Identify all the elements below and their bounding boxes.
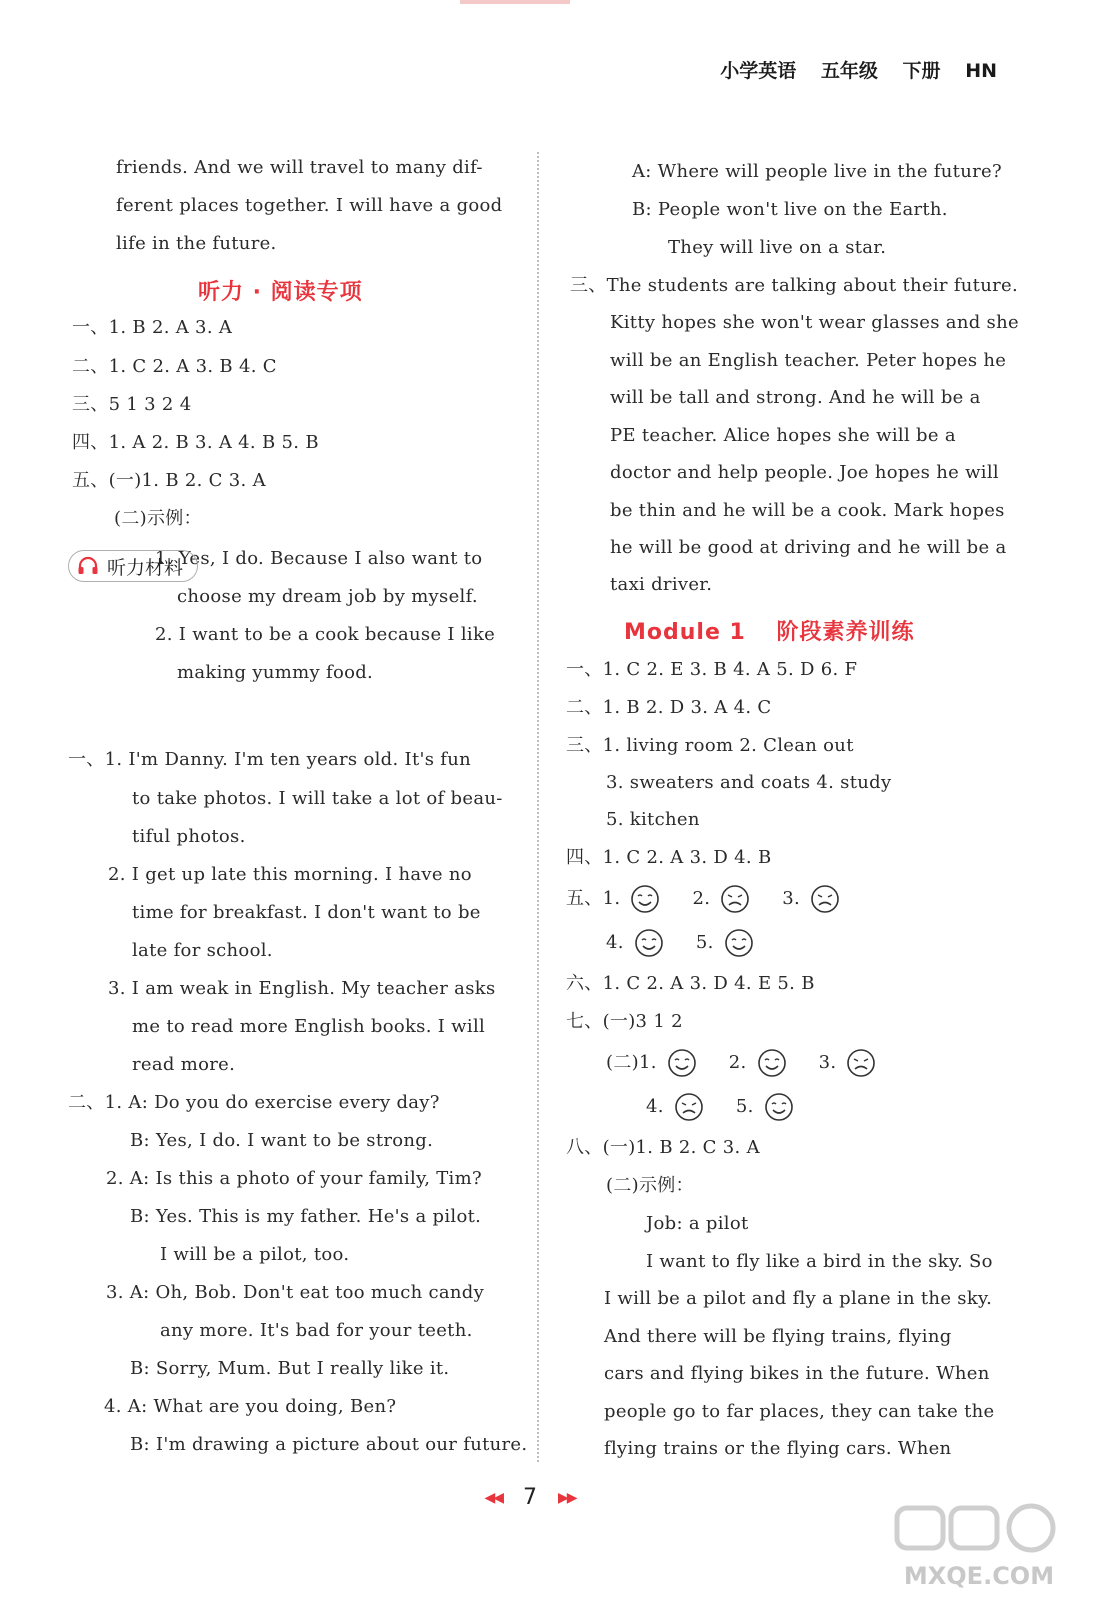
passage-line: be thin and he will be a cook. Mark hopes — [610, 500, 1005, 521]
listening-line: 2. I get up late this morning. I have no — [108, 864, 472, 885]
passage-line: Kitty hopes she won't wear glasses and she — [610, 312, 1019, 333]
listening-line: late for school. — [132, 940, 273, 961]
header-grade: 五年级 — [820, 60, 878, 82]
listening-line: B: Yes, I do. I want to be strong. — [130, 1130, 434, 1151]
passage-line: he will be good at driving and he will be a — [610, 537, 1007, 558]
face-answer-row — [606, 928, 758, 958]
face-answer-row — [646, 1092, 798, 1122]
happy-face-icon — [724, 928, 754, 958]
listening-line: tiful photos. — [132, 826, 246, 847]
essay-job: Job: a pilot — [646, 1213, 749, 1234]
happy-face-icon — [757, 1048, 787, 1078]
answer-line: 二、1. B 2. D 3. A 4. C — [566, 697, 772, 718]
answer-line: 二、1. C 2. A 3. B 4. C — [72, 356, 277, 377]
essay-line: And there will be flying trains, flying — [604, 1326, 952, 1347]
answer-line: 2. I want to be a cook because I like — [155, 624, 496, 645]
happy-face-icon — [667, 1048, 697, 1078]
listening-line: any more. It's bad for your teeth. — [160, 1320, 473, 1341]
header-edition: HN — [965, 60, 997, 82]
q7b-num: 5. — [735, 1096, 754, 1117]
sad-face-icon — [846, 1048, 876, 1078]
answer-line: 四、1. A 2. B 3. A 4. B 5. B — [72, 432, 319, 453]
page-footer — [450, 1485, 610, 1510]
intro-line: life in the future. — [116, 233, 277, 254]
sad-face-icon — [720, 884, 750, 914]
prev-arrows-icon: ◀◀ — [484, 1490, 502, 1506]
q7b-num: 3. — [818, 1052, 837, 1073]
face-answer-row — [566, 884, 844, 914]
answer-line: 3. sweaters and coats 4. study — [606, 772, 892, 793]
essay-line: people go to far places, they can take the — [604, 1401, 995, 1422]
q5-num: 2. — [692, 888, 711, 909]
q7b-label: (二)1. — [606, 1052, 657, 1073]
module-title: Module 1 — [624, 620, 746, 645]
happy-face-icon — [630, 884, 660, 914]
listening-line: time for breakfast. I don't want to be — [132, 902, 481, 923]
section-title: 听力 · 阅读专项 — [198, 280, 363, 305]
answer-line: 六、1. C 2. A 3. D 4. E 5. B — [566, 973, 815, 994]
passage-line: taxi driver. — [610, 574, 713, 595]
listening-line: 4. A: What are you doing, Ben? — [104, 1396, 397, 1417]
answer-line: 八、(一)1. B 2. C 3. A — [566, 1137, 760, 1158]
listening-label-text: 听力材料 — [107, 556, 184, 579]
answer-line: (二)示例： — [606, 1175, 694, 1196]
page-number: 7 — [523, 1485, 537, 1510]
header-subject: 小学英语 — [720, 60, 797, 82]
happy-face-icon — [764, 1092, 794, 1122]
essay-line: cars and flying bikes in the future. When — [604, 1363, 990, 1384]
dialog-line: They will live on a star. — [668, 237, 887, 258]
top-color-strip — [460, 0, 570, 4]
passage-line: will be an English teacher. Peter hopes he — [610, 350, 1007, 371]
column-divider — [537, 152, 539, 1462]
listening-line: me to read more English books. I will — [132, 1016, 486, 1037]
sad-face-icon — [674, 1092, 704, 1122]
dialog-line: B: People won't live on the Earth. — [632, 199, 948, 220]
sad-face-icon — [810, 884, 840, 914]
answer-line: 5. kitchen — [606, 809, 700, 830]
module-subtitle: 阶段素养训练 — [776, 620, 915, 645]
answer-line: 五、(一)1. B 2. C 3. A — [72, 470, 266, 491]
intro-line: friends. And we will travel to many dif- — [116, 157, 483, 178]
answer-line: choose my dream job by myself. — [177, 586, 478, 607]
listening-material-label — [68, 550, 198, 582]
essay-line: I want to fly like a bird in the sky. So — [646, 1251, 993, 1272]
listening-line: to take photos. I will take a lot of beau- — [132, 788, 503, 809]
q7b-num: 4. — [646, 1096, 664, 1117]
watermark-logo — [889, 1500, 1069, 1592]
intro-line: ferent places together. I will have a good — [116, 195, 503, 216]
next-arrows-icon: ▶▶ — [558, 1490, 576, 1506]
listening-line: B: I'm drawing a picture about our future. — [130, 1434, 528, 1455]
listening-line: 3. I am weak in English. My teacher asks — [108, 978, 496, 999]
q5-label: 五、1. — [566, 888, 621, 909]
listening-line: 一、1. I'm Danny. I'm ten years old. It's fun — [68, 749, 472, 770]
answer-line: (二)示例： — [114, 508, 202, 529]
listening-line: B: Yes. This is my father. He's a pilot. — [130, 1206, 482, 1227]
listening-line: read more. — [132, 1054, 236, 1075]
passage-line: doctor and help people. Joe hopes he will — [610, 462, 999, 483]
answer-line: 一、1. C 2. E 3. B 4. A 5. D 6. F — [566, 659, 858, 680]
listening-line: 二、1. A: Do you do exercise every day? — [68, 1092, 440, 1113]
page-header — [702, 56, 997, 83]
q7b-num: 2. — [728, 1052, 747, 1073]
happy-face-icon — [634, 928, 664, 958]
q5-num: 5. — [695, 932, 714, 953]
header-volume: 下册 — [902, 60, 941, 82]
dialog-line: A: Where will people live in the future? — [632, 161, 1002, 182]
listening-line: 3. A: Oh, Bob. Don't eat too much candy — [106, 1282, 485, 1303]
face-answer-row — [606, 1048, 880, 1078]
answer-line: 七、(一)3 1 2 — [566, 1011, 683, 1032]
essay-line: I will be a pilot and fly a plane in the sky. — [604, 1288, 993, 1309]
passage-line: PE teacher. Alice hopes she will be a — [610, 425, 956, 446]
answer-line: 1. Yes, I do. Because I also want to — [155, 548, 483, 569]
listening-line: B: Sorry, Mum. But I really like it. — [130, 1358, 450, 1379]
answer-line: 三、5 1 3 2 4 — [72, 394, 192, 415]
passage-line: 三、The students are talking about their future. — [570, 275, 1018, 296]
listening-line: I will be a pilot, too. — [160, 1244, 350, 1265]
essay-line: flying trains or the flying cars. When — [604, 1438, 952, 1459]
passage-line: will be tall and strong. And he will be a — [610, 387, 981, 408]
module-heading — [624, 615, 915, 646]
listening-line: 2. A: Is this a photo of your family, Tim? — [106, 1168, 482, 1189]
answer-line: 一、1. B 2. A 3. A — [72, 317, 233, 338]
q5-num: 3. — [782, 888, 801, 909]
q5-num: 4. — [606, 932, 624, 953]
answer-line: making yummy food. — [177, 662, 374, 683]
watermark-text: MXQE.COM — [903, 1562, 1055, 1590]
answer-line: 四、1. C 2. A 3. D 4. B — [566, 847, 772, 868]
answer-line: 三、1. living room 2. Clean out — [566, 735, 854, 756]
headphones-icon — [77, 556, 99, 576]
